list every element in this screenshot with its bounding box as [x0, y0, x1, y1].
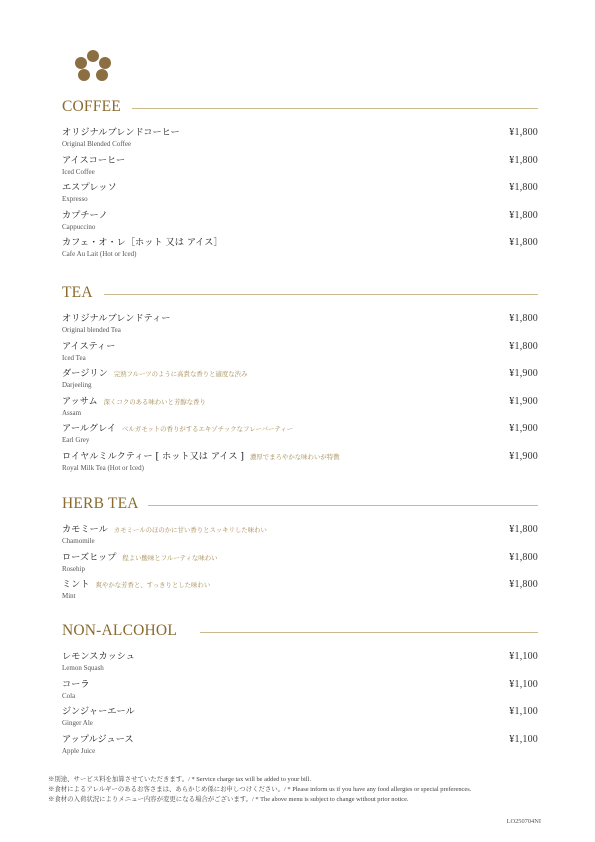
item-name-jp-text: ミント: [62, 579, 90, 591]
item-name-jp-text: アイスコーヒー: [62, 154, 126, 166]
note-allergies: ※食材によるアレルギーのあるお客さまは、あらかじめ係にお申しつけください。/ * Please inform us if you have any food allergies or special preferences.: [48, 786, 472, 793]
item-name-jp-text: アールグレイ: [62, 423, 117, 435]
item-name-jp-text: ローズヒップ: [62, 551, 117, 563]
item-name-jp: [62, 579, 210, 591]
item-name-jp-text: カプチーノ: [62, 209, 108, 221]
section-herb-tea: [62, 495, 538, 607]
section-header: [62, 622, 538, 642]
item-description: 爽やかな芳香と、すっきりとした味わい: [95, 581, 211, 590]
section-non-alcohol: [62, 622, 538, 761]
flower-icon: [72, 49, 114, 83]
item-description: 完熟フルーツのように高貴な香りと適度な渋み: [113, 370, 248, 379]
item-name-jp: [62, 313, 170, 325]
item-price: ¥1,800: [509, 551, 538, 563]
item-name-jp-text: ジンジャーエール: [62, 706, 135, 718]
item-name-en: Mint: [62, 592, 76, 601]
item-name-jp: [62, 706, 135, 718]
item-name-jp-text: アップルジュース: [62, 733, 134, 745]
item-name-en: Royal Milk Tea (Hot or Iced): [62, 463, 144, 472]
item-description: 深くコクのある味わいと芳醇な香り: [103, 397, 206, 406]
item-name-jp: [62, 423, 293, 435]
item-name-jp: [62, 127, 180, 139]
menu-item: [62, 182, 538, 210]
item-name-en: Rosehip: [62, 564, 85, 573]
note-menu-change: ※食材の入荷状況によりメニュー内容が変更になる場合がございます。/ * The above menu is subject to change without prior notice.: [48, 796, 409, 803]
item-name-jp-text: アッサム: [62, 395, 98, 407]
item-name-jp: [62, 552, 217, 564]
section-coffee: [62, 98, 538, 265]
section-divider: [132, 108, 538, 109]
menu-item: [62, 734, 538, 762]
item-price: ¥1,800: [509, 209, 538, 221]
item-list: [62, 127, 538, 265]
section-header: [62, 98, 538, 118]
item-description: カモミールのほのかに甘い香りとスッキリした味わい: [113, 526, 267, 534]
item-price: ¥1,800: [509, 340, 538, 352]
menu-item: [62, 210, 538, 238]
item-name-en: Original Blended Coffee: [62, 140, 132, 148]
menu-item: [62, 313, 538, 341]
item-price: ¥1,100: [509, 678, 538, 690]
item-price: ¥1,900: [509, 368, 538, 380]
item-name-en: Ginger Ale: [62, 719, 93, 728]
item-name-en: Apple Juice: [62, 746, 96, 755]
item-name-jp: [62, 734, 134, 746]
item-name-jp: [62, 182, 117, 194]
item-price: ¥1,900: [509, 423, 538, 435]
section-tea: [62, 284, 538, 479]
menu-item: [62, 552, 538, 580]
item-name-jp: [62, 451, 340, 463]
item-name-jp-text: アイスティー: [62, 340, 116, 352]
item-price: ¥1,800: [509, 524, 538, 535]
section-divider: [200, 632, 538, 633]
menu-item: [62, 155, 538, 183]
item-list: [62, 651, 538, 761]
item-name-en: Expresso: [62, 195, 88, 204]
menu-item: [62, 706, 538, 734]
item-name-jp: [62, 341, 115, 353]
item-name-en: Cappuccino: [62, 222, 96, 231]
menu-item: [62, 127, 538, 155]
item-name-jp-text: エスプレッソ: [62, 182, 117, 194]
menu-item: [62, 423, 538, 451]
item-list: [62, 313, 538, 479]
item-price: ¥1,100: [509, 733, 538, 745]
item-name-jp-text: ロイヤルミルクティー [ ホット又は アイス ]: [62, 450, 245, 462]
section-title: COFFEE: [62, 98, 121, 115]
item-name-en: Earl Grey: [62, 436, 90, 445]
item-name-en: Lemon Squash: [62, 664, 104, 672]
item-price: ¥1,800: [509, 182, 538, 194]
section-divider: [148, 505, 538, 506]
item-name-jp-text: カモミール: [62, 524, 108, 535]
section-title: NON-ALCOHOL: [62, 622, 177, 639]
item-name-jp: [62, 210, 108, 222]
item-price: ¥1,900: [509, 450, 538, 462]
menu-item: [62, 368, 538, 396]
item-name-jp-text: オリジナルブレンドコーヒー: [62, 127, 180, 138]
section-title: TEA: [62, 284, 93, 301]
menu-item: [62, 451, 538, 479]
menu-item: [62, 341, 538, 369]
section-header: [62, 495, 538, 515]
item-name-en: Cola: [62, 691, 76, 700]
item-name-jp: [62, 679, 90, 691]
item-price: ¥1,800: [509, 313, 538, 324]
item-description: ベルガモットの香りがするエキゾチックなフレーバーティー: [122, 425, 294, 434]
menu-item: [62, 237, 538, 265]
item-price: ¥1,100: [509, 651, 538, 662]
item-description: 程よい酸味とフルーティな味わい: [122, 553, 218, 562]
item-name-jp: [62, 368, 247, 380]
item-price: ¥1,100: [509, 706, 538, 718]
item-name-jp: [62, 396, 206, 408]
item-name-jp-text: レモンスカッシュ: [62, 651, 135, 662]
note-service-charge: ※別途、サービス料を加算させていただきます。/ * Service charge tax will be added to your bill.: [48, 776, 311, 783]
item-list: [62, 524, 538, 607]
item-name-en: Iced Tea: [62, 353, 86, 362]
item-name-jp: [62, 237, 223, 249]
item-price: ¥1,800: [509, 127, 538, 138]
item-name-en: Original blended Tea: [62, 326, 121, 334]
item-name-jp-text: コーラ: [62, 678, 90, 690]
menu-item: [62, 651, 538, 679]
item-name-en: Assam: [62, 408, 82, 417]
menu-item: [62, 396, 538, 424]
item-price: ¥1,800: [509, 154, 538, 166]
item-name-en: Cafe Au Lait (Hot or Iced): [62, 250, 137, 259]
section-divider: [104, 294, 538, 295]
item-name-en: Darjeeling: [62, 381, 92, 390]
item-description: 濃厚でまろやかな味わいが特徴: [250, 452, 340, 461]
footer-notes: [48, 775, 568, 805]
item-price: ¥1,900: [509, 395, 538, 407]
section-title: HERB TEA: [62, 495, 139, 512]
item-name-jp: [62, 651, 135, 663]
menu-item: [62, 524, 538, 552]
item-price: ¥1,800: [509, 237, 538, 249]
item-name-jp: [62, 524, 267, 536]
item-name-jp-text: カフェ・オ・レ［ホット 又は アイス］: [62, 237, 223, 249]
item-name-jp-text: オリジナルブレンドティー: [62, 313, 171, 324]
menu-code: LO250704NI: [506, 818, 541, 825]
item-name-en: Chamomile: [62, 537, 95, 545]
menu-item: [62, 679, 538, 707]
item-name-jp: [62, 155, 125, 167]
section-header: [62, 284, 538, 304]
item-name-jp-text: ダージリン: [62, 368, 108, 380]
item-name-en: Iced Coffee: [62, 167, 95, 176]
item-price: ¥1,800: [509, 579, 538, 591]
menu-item: [62, 579, 538, 607]
